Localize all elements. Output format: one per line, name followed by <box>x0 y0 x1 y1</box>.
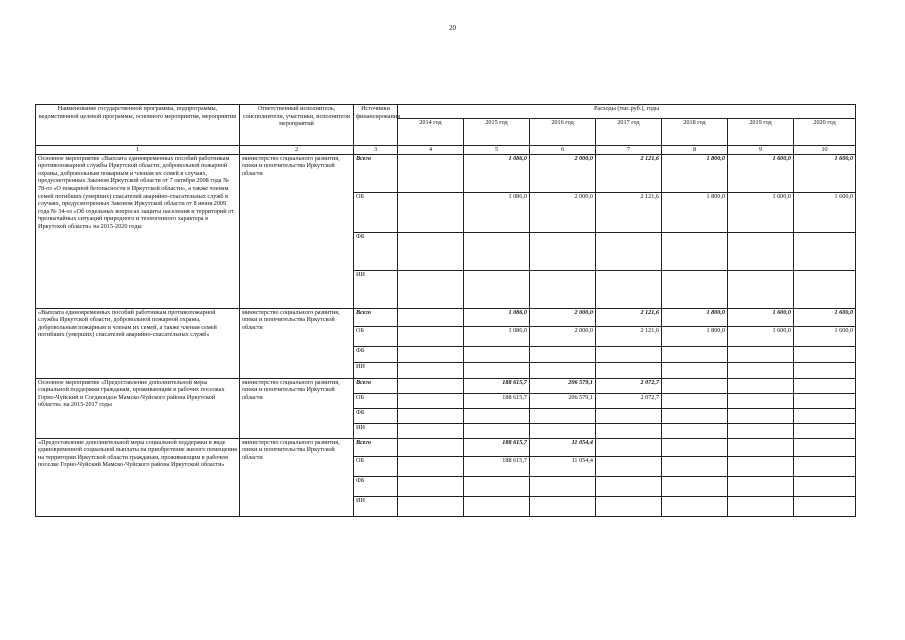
expenses-table <box>35 104 856 517</box>
expense-value <box>398 378 464 393</box>
expense-value: 2 000,0 <box>530 192 596 232</box>
expense-value: 2 121,6 <box>596 192 662 232</box>
expense-value <box>794 476 856 496</box>
expense-value <box>794 408 856 423</box>
page-number: 20 <box>449 24 456 32</box>
funding-source: ФБ <box>354 408 398 423</box>
column-number: 2 <box>240 146 354 155</box>
expense-value <box>596 496 662 516</box>
expense-value <box>662 456 728 476</box>
expense-value <box>398 423 464 438</box>
expense-value <box>398 308 464 326</box>
expense-value <box>464 346 530 362</box>
header-numbers-row <box>36 146 856 155</box>
expense-value <box>464 423 530 438</box>
expense-value <box>596 232 662 270</box>
header-year: 2017 год <box>596 119 662 146</box>
expense-value <box>464 362 530 378</box>
expense-value <box>596 423 662 438</box>
expense-value <box>398 326 464 346</box>
expense-value <box>794 362 856 378</box>
header-year: 2016 год <box>530 119 596 146</box>
responsible-executor: министерство социального развития, опеки и попечительства Иркутской области <box>240 378 354 438</box>
expense-value <box>728 362 794 378</box>
expense-value <box>794 423 856 438</box>
expense-value: 1 600,0 <box>794 154 856 192</box>
funding-source: ИИ <box>354 423 398 438</box>
expense-value <box>530 496 596 516</box>
expense-value <box>728 378 794 393</box>
expense-value: 11 054,4 <box>530 456 596 476</box>
expense-value <box>662 438 728 456</box>
expense-value <box>398 393 464 408</box>
activity-name: Основное мероприятие «Выплата единовременных пособий работникам противопожарной службы Иркутской области, добровольной пожарной охраны, добровольным пожарным и членам их семей в случаях, предусмотренных Законом Иркутской области от 7 октября 2008 года № 78-оз «О пожарной безопасности в Иркутской области», а также членам семей погибших (умерших) спасателей аварийно-спасательных служб в случаях, предусмотренных Законом Иркутской области от 8 июня 2009 года № 34-оз «Об отдельных вопросах защиты населения и территорий от чрезвычайных ситуаций природного и техногенного характера в Иркутской области» на 2015-2020 годы <box>36 154 240 308</box>
activity-name: «Предоставление дополнительной меры социальной поддержки в виде единовременной социальной выплаты на приобретение жилого помещения на территории Иркутской области гражданам, проживающим в рабочем поселке Горно-Чуйский Мамско-Чуйского района Иркутской области» <box>36 438 240 516</box>
expense-value <box>662 346 728 362</box>
expense-value: 1 600,0 <box>794 308 856 326</box>
expense-value <box>596 438 662 456</box>
responsible-executor: министерство социального развития, опеки и попечительства Иркутской области <box>240 154 354 308</box>
expense-value: 188 615,7 <box>464 393 530 408</box>
expense-value <box>464 408 530 423</box>
expense-value <box>728 496 794 516</box>
expense-value <box>728 346 794 362</box>
expense-value <box>398 270 464 308</box>
expense-value <box>596 270 662 308</box>
expense-value: 1 800,0 <box>662 326 728 346</box>
expense-value <box>728 270 794 308</box>
header-name: Наименование государственной программы, подпрограммы, ведомственной целевой программы, основного мероприятия, мероприятия <box>36 105 240 146</box>
expense-value <box>662 378 728 393</box>
expense-value <box>398 362 464 378</box>
expense-value <box>662 362 728 378</box>
expense-value: 1 086,0 <box>464 154 530 192</box>
expense-value <box>530 232 596 270</box>
column-number: 1 <box>36 146 240 155</box>
expense-value <box>662 423 728 438</box>
expense-value: 1 800,0 <box>662 154 728 192</box>
expense-value <box>728 476 794 496</box>
column-number: 6 <box>530 146 596 155</box>
expense-value <box>464 232 530 270</box>
expense-value <box>530 408 596 423</box>
expense-value: 206 579,1 <box>530 378 596 393</box>
expense-value <box>662 270 728 308</box>
column-number: 4 <box>398 146 464 155</box>
funding-source: ФБ <box>354 232 398 270</box>
funding-source: Всего <box>354 308 398 326</box>
expense-value <box>464 270 530 308</box>
table-row <box>36 308 856 326</box>
column-number: 5 <box>464 146 530 155</box>
responsible-executor: министерство социального развития, опеки и попечительства Иркутской области <box>240 438 354 516</box>
expense-value <box>794 270 856 308</box>
expense-value: 188 615,7 <box>464 378 530 393</box>
header-source: Источники финансирования <box>354 105 398 146</box>
funding-source: ИИ <box>354 496 398 516</box>
expense-value: 2 000,0 <box>530 154 596 192</box>
expense-value <box>728 232 794 270</box>
expense-value: 1 086,0 <box>464 308 530 326</box>
table-row <box>36 438 856 456</box>
table-row <box>36 154 856 192</box>
expense-value: 2 121,6 <box>596 308 662 326</box>
expense-value <box>464 476 530 496</box>
expense-value: 1 600,0 <box>728 154 794 192</box>
expense-value: 2 072,7 <box>596 393 662 408</box>
column-number: 8 <box>662 146 728 155</box>
header-year: 2020 год <box>794 119 856 146</box>
funding-source: ОБ <box>354 393 398 408</box>
header-year: 2018 год <box>662 119 728 146</box>
expense-value <box>398 456 464 476</box>
expense-value: 1 800,0 <box>662 308 728 326</box>
expense-value: 1 600,0 <box>728 326 794 346</box>
expense-value <box>794 496 856 516</box>
funding-source: ИИ <box>354 270 398 308</box>
expense-value <box>530 423 596 438</box>
header-year: 2015 год <box>464 119 530 146</box>
expense-value: 1 600,0 <box>794 326 856 346</box>
expense-value <box>398 154 464 192</box>
expense-value: 1 600,0 <box>728 192 794 232</box>
funding-source: Всего <box>354 438 398 456</box>
column-number: 9 <box>728 146 794 155</box>
column-number: 10 <box>794 146 856 155</box>
expense-value <box>596 408 662 423</box>
expense-value <box>662 476 728 496</box>
expense-value <box>398 408 464 423</box>
expense-value <box>728 408 794 423</box>
funding-source: Всего <box>354 378 398 393</box>
funding-source: ОБ <box>354 192 398 232</box>
expense-value <box>794 438 856 456</box>
funding-source: ИИ <box>354 362 398 378</box>
expense-value <box>530 476 596 496</box>
expense-value <box>464 496 530 516</box>
expense-value <box>398 346 464 362</box>
expense-value <box>728 438 794 456</box>
expense-value <box>662 408 728 423</box>
expense-value <box>794 378 856 393</box>
funding-source: ФБ <box>354 476 398 496</box>
table-row <box>36 378 856 393</box>
expense-value <box>794 456 856 476</box>
header-responsible: Ответственный исполнитель, соисполнители, участники, исполнители мероприятий <box>240 105 354 146</box>
expense-value <box>728 423 794 438</box>
responsible-executor: министерство социального развития, опеки и попечительства Иркутской области <box>240 308 354 378</box>
expense-value: 2 121,6 <box>596 326 662 346</box>
expense-value <box>398 438 464 456</box>
expense-value: 188 615,7 <box>464 438 530 456</box>
expense-value: 2 000,0 <box>530 326 596 346</box>
expense-value <box>794 346 856 362</box>
expense-value: 2 072,7 <box>596 378 662 393</box>
expense-value <box>596 476 662 496</box>
header-year: 2019 год <box>728 119 794 146</box>
expense-value <box>662 496 728 516</box>
expense-value: 2 000,0 <box>530 308 596 326</box>
expense-value <box>662 393 728 408</box>
column-number: 7 <box>596 146 662 155</box>
activity-name: «Выплата единовременных пособий работникам противопожарной службы Иркутской области, добровольной пожарной охраны, добровольным пожарным и членам их семей, а также членам семей погибших (умерших) спасателей аварийно-спасательных служб» <box>36 308 240 378</box>
expense-value <box>596 456 662 476</box>
header-expenses: Расходы (тыс.руб.), годы <box>398 105 856 119</box>
expense-value <box>398 232 464 270</box>
expense-value <box>596 362 662 378</box>
funding-source: ОБ <box>354 326 398 346</box>
expense-value <box>530 346 596 362</box>
expense-value <box>398 476 464 496</box>
expense-value: 2 121,6 <box>596 154 662 192</box>
expense-value <box>662 232 728 270</box>
expense-value <box>530 270 596 308</box>
expense-value <box>530 362 596 378</box>
header-year: 2014 год <box>398 119 464 146</box>
expense-value <box>596 346 662 362</box>
expense-value: 1 086,0 <box>464 192 530 232</box>
expense-value <box>398 496 464 516</box>
expense-value: 11 054,4 <box>530 438 596 456</box>
expense-value <box>398 192 464 232</box>
funding-source: Всего <box>354 154 398 192</box>
expense-value <box>728 456 794 476</box>
funding-source: ОБ <box>354 456 398 476</box>
expense-value <box>794 232 856 270</box>
expense-value <box>794 393 856 408</box>
expense-value: 1 086,0 <box>464 326 530 346</box>
column-number: 3 <box>354 146 398 155</box>
activity-name: Основное мероприятие «Предоставление дополнительной меры социальной поддержки гражданам, проживающим в рабочих поселках Горно-Чуйский и Согдиондон Мамско-Чуйского района Иркутской области» на 2015-2017 годы <box>36 378 240 438</box>
expense-value: 206 579,1 <box>530 393 596 408</box>
expense-value <box>728 393 794 408</box>
funding-source: ФБ <box>354 346 398 362</box>
expense-value: 188 615,7 <box>464 456 530 476</box>
expense-value: 1 600,0 <box>728 308 794 326</box>
expense-value: 1 800,0 <box>662 192 728 232</box>
expense-value: 1 600,0 <box>794 192 856 232</box>
